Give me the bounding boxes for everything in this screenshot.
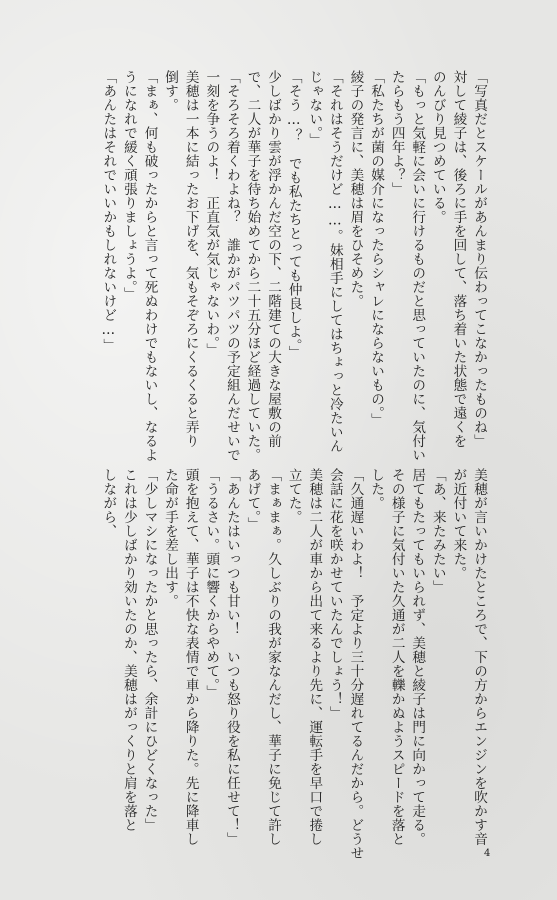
text-line: 「まぁ、何も破ったからと言って死ぬわけでもないし、なるよ [141, 70, 158, 462]
text-line: 会話に花を咲かせていたんでしょう！」 [326, 468, 343, 720]
text-line: 倒す。 [162, 70, 179, 112]
text-line: 立てた。 [285, 468, 302, 524]
text-line: 「写真だとスケールがあんまり伝わってこなかったものね」 [471, 70, 487, 448]
text-line: 「そう…？ でも私たちとっても仲良しよ。」 [285, 70, 302, 360]
text-line: 「あんたはいっつも甘い！ いつも怒り役を私に任せて！」 [223, 468, 240, 846]
text-line: じゃない。」 [306, 70, 323, 148]
text-line: 「もっと気軽に会いに行けるものだと思っていたのに、気付い [409, 70, 426, 462]
text-line: 「私たちが菌の媒介になったらシャレにならないもの。」 [368, 70, 385, 428]
text-line: 「あ、来たみたい」 [429, 468, 446, 594]
text-line: 美穂は二人が車から出て来るより先に、運転手を早口で捲し [306, 468, 323, 846]
text-line: 「久通遅いわよ！ 予定より三十分遅れてるんだから。どうせ [347, 468, 364, 860]
text-line: 綾子の発言に、美穂は眉をひそめた。 [347, 70, 364, 308]
text-line: うになれで緩く頑張りましょうよ。」 [120, 70, 137, 302]
text-line: 少しばかり雲が浮かんだ空の下、二階建ての大きな屋敷の前 [265, 70, 282, 448]
text-line: 「あんたはそれでいいかもしれないけど…」 [100, 70, 117, 353]
text-line: 「まぁまぁ。久しぶりの我が家なんだし、華子に免じて許し [265, 468, 282, 846]
text-block-upper [98, 70, 489, 462]
text-line: 居てもたってもいられず、美穂と綾子は門に向かって走る。 [409, 468, 426, 846]
text-line: 対して綾子は、後ろに手を回して、落ち着いた状態で遠くを [450, 70, 467, 448]
text-block-lower [98, 468, 489, 860]
text-line: 「少しマシになったかと思ったら、余計にひどくなった」 [141, 468, 158, 832]
page-number: 4 [484, 848, 491, 859]
text-line: 美穂が言いかけたところで、下の方からエンジンを吹かす音 [471, 468, 487, 846]
text-line: が近付いて来た。 [450, 468, 467, 580]
text-line: 一刻を争うのよ！ 正直気が気じゃないわ。」 [203, 70, 220, 358]
text-line: した。 [368, 468, 385, 510]
text-line: しながら、 [100, 468, 117, 538]
text-line: たらもう四年よ？」 [388, 70, 405, 196]
text-line: あげて。」 [244, 468, 261, 532]
text-line: これは少しばかり効いたのか、美穂はがっくりと肩を落と [120, 468, 137, 832]
text-line: 美穂は一本に結ったお下げを、気もそぞろにくるくると弄り [182, 70, 199, 448]
text-line: 「それはそうだけど……。妹相手にしてはちょっと冷たいん [326, 70, 343, 453]
text-line: 頭を抱えて、華子は不快な表情で車から降りた。先に降車し [182, 468, 199, 846]
text-line: で、二人が華子を待ち始めてから二十五分ほど経過していた。 [244, 70, 261, 462]
text-line: た命が手を差し出す。 [162, 468, 179, 608]
text-line: その様子に気付いた久通が二人を轢かぬようスピードを落と [388, 468, 405, 846]
text-line: のんびり見つめている。 [429, 70, 446, 224]
text-line: 「そろそろ着くわよね？ 誰かがパツパツの予定組んだせいで [223, 70, 240, 462]
text-line: 「うるさい。頭に響くからやめて。」 [203, 468, 220, 700]
